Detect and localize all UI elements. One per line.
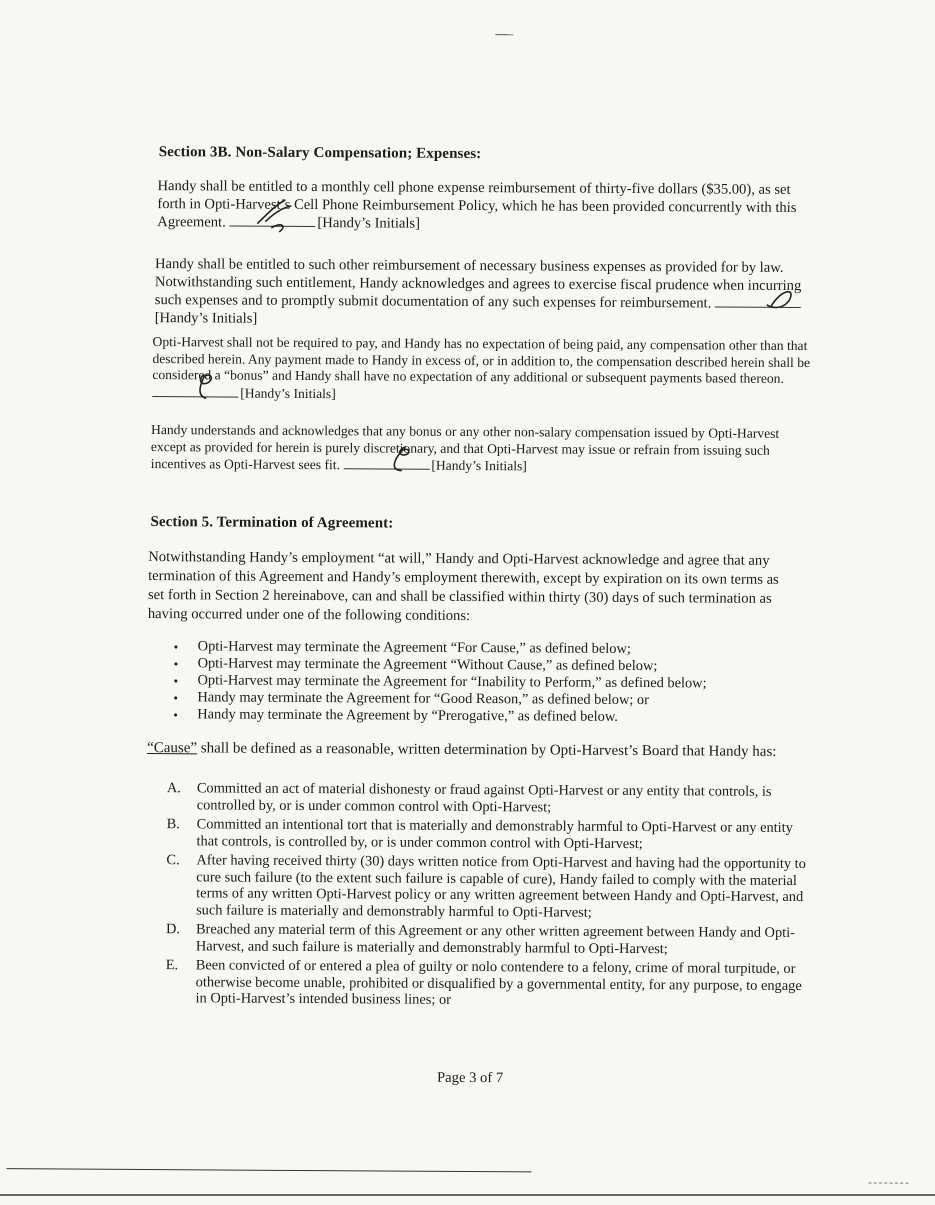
section-5-heading: Section 5. Termination of Agreement: [150, 514, 394, 532]
paragraph-text: Handy shall be entitled to a monthly cell phone expense reimbursement of thirty-five dollars ($35.00), as set forth in Opti-Harvest’s Cell Phone Reimbursement Policy, which he has been provided concurrently with this Agreement. [157, 178, 797, 231]
list-item: • Opti-Harvest may terminate the Agreement “Without Cause,” as defined below; [168, 655, 707, 675]
scan-edge-line [7, 1168, 532, 1172]
initials-label: [Handy’s Initials] [317, 215, 421, 232]
list-text: After having received thirty (30) days written notice from Opti-Harvest and having had the opportunity to cure such failure (to the extent such failure is capable of cure), Handy failed to comply with the material terms of any written Opti-Harvest policy or any written agreement between Handy and Opti-Harvest, and such failure is materially and demonstrably harmful to Opti-Harvest; [196, 852, 806, 921]
list-letter: E. [165, 957, 179, 974]
cause-definition-text: shall be defined as a reasonable, written determination by Opti-Harvest’s Board that Handy has: [197, 740, 777, 760]
handwritten-initials [251, 198, 311, 232]
list-item [166, 921, 806, 958]
initials-line [229, 214, 315, 228]
list-text: Committed an act of material dishonesty or fraud against Opti-Harvest or any entity that controls, is controlled by, or is under common control with Opti-Harvest; [196, 780, 772, 815]
list-item [166, 957, 806, 1010]
list-item [166, 816, 806, 853]
list-text: Committed an intentional tort that is materially and demonstrably harmful to Opti-Harvest or any entity that controls, is controlled by, or is under common control with Opti-Harvest; [196, 816, 793, 852]
list-text: Been convicted of or entered a plea of guilty or nolo contendere to a felony, crime of moral turpitude, or otherwise become unable, prohibited or disqualified by a governmental entity, for any purpose, to engage in Opti-Harvest’s intended business lines; or [195, 957, 802, 1008]
paragraph-termination-intro: Notwithstanding Handy’s employment “at will,” Handy and Opti-Harvest acknowledge and agree that any termination of this Agreement and Handy’s employment therewith, except by expiration on its own terms as set forth in Section 2 hereinabove, can and shall be classified within thirty (30) days of such termination as having occurred under one of the following conditions: [147, 549, 779, 625]
termination-conditions-list [167, 638, 707, 726]
list-item [166, 852, 806, 922]
handwritten-initials [737, 279, 797, 313]
cause-term: “Cause” [147, 740, 198, 757]
paragraph-text: Handy understands and acknowledges that any bonus or any other non-salary compensation issued by Opti-Harvest except as provided for herein is purely discretionary, and that Opti-Harvest may issue or refrain from issuing such incentives as Opti-Harvest sees fit. [150, 422, 780, 473]
cause-list [165, 780, 806, 1013]
initials-line [152, 384, 238, 398]
list-letter: D. [165, 921, 181, 938]
initials-label: [Handy’s Initials] [154, 309, 258, 327]
paragraph-text: Opti-Harvest shall not be required to pay, and Handy has no expectation of being paid, any compensation other than that described herein. Any payment made to Handy in excess of, or in addition to, the compensation described herein shall be considered a “bonus” and Handy shall have no expectation of any additional or subsequent payments based thereon. [152, 334, 811, 386]
paragraph-text: Handy shall be entitled to such other reimbursement of necessary business expenses as provided for by law. Notwithstanding such entitlement, Handy acknowledges and agrees to exercise fiscal prudence when incurring such expenses and to promptly submit documentation of any such expenses for reimbursement. [154, 256, 802, 312]
initials-line [343, 456, 429, 470]
list-letter: A. [166, 780, 181, 797]
scan-bottom-edge [0, 1194, 935, 1196]
paragraph-discretionary-bonus [151, 422, 795, 476]
initials-label: [Handy’s Initials] [431, 457, 527, 474]
initials-label: [Handy’s Initials] [240, 385, 336, 401]
scan-mark [495, 34, 513, 35]
page-number: Page 3 of 7 [437, 1069, 504, 1087]
cause-definition [147, 740, 776, 761]
list-item [167, 780, 807, 817]
initials-line [715, 294, 801, 308]
list-item: • Handy may terminate the Agreement by “Prerogative,” as defined below. [167, 706, 706, 726]
handwritten-initials [365, 440, 425, 474]
handwritten-initials [174, 368, 234, 402]
paragraph-no-other-compensation [152, 334, 816, 405]
section-3b-heading: Section 3B. Non-Salary Compensation; Expenses: [158, 144, 482, 163]
list-letter: C. [166, 852, 180, 869]
paragraph-reimbursement [155, 256, 809, 331]
list-letter: B. [166, 816, 180, 833]
list-text: Breached any material term of this Agreement or any other written agreement between Handy and Opti-Harvest, and such failure is materially and demonstrably harmful to Opti-Harvest; [195, 921, 796, 957]
list-item: • Handy may terminate the Agreement for “Good Reason,” as defined below; or [167, 689, 706, 709]
list-item: • Opti-Harvest may terminate the Agreement “For Cause,” as defined below; [168, 638, 707, 658]
paragraph-cell-phone [157, 178, 809, 235]
list-item: • Opti-Harvest may terminate the Agreement for “Inability to Perform,” as defined below; [167, 672, 706, 692]
scan-edge-line [868, 1182, 908, 1183]
